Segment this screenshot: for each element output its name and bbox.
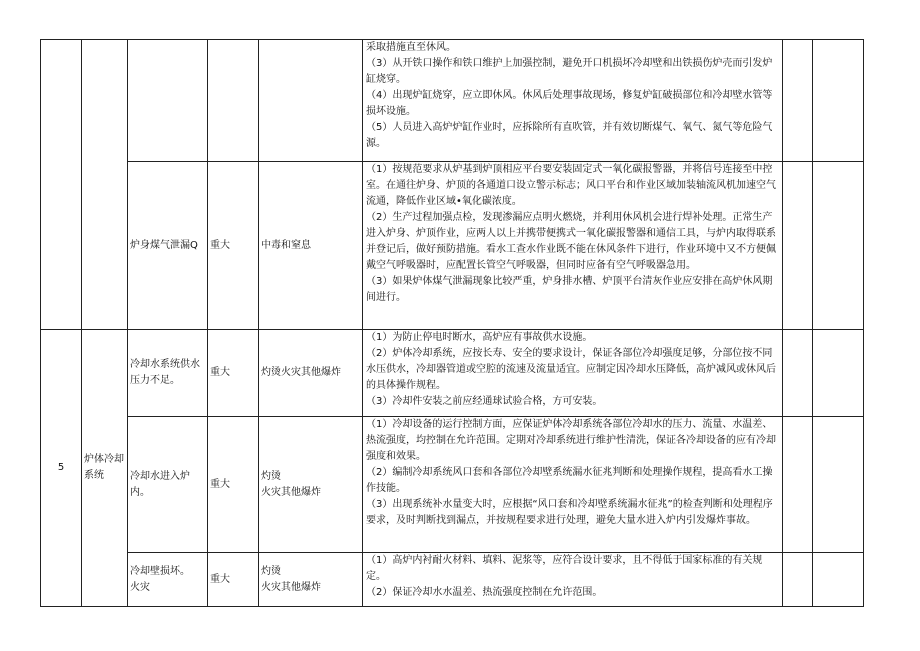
measure-line: （2）保证冷却水水温差、热流强度控制在允许范围。 [366,587,603,598]
cell-measures [363,40,783,162]
cell-hazard: 冷却水系统供水压力不足。 [128,330,208,417]
cell-system: 炉体冷却系统 [82,330,128,607]
cell-hazard: 炉身煤气泄漏Q [128,162,208,330]
measure-line: （1）高炉内衬耐火材料、填料、泥浆等，应符合设计要求，且不得低于国家标准的有关规定。 [366,555,763,582]
cell-consequence: 灼烫火灾其他爆炸 [259,330,363,417]
table-row [41,162,864,330]
table-row [41,417,864,553]
hazard-table [40,39,864,607]
measure-line: （1）按规范要求从炉基到炉顶相应平台要安装固定式一氧化碳报警器，并将信号连接至中控室。在通往炉身、炉顶的各通道口设立警示标志；风口平台和作业区域加装轴流风机加速空气流通，降低作业区域•氧化碳浓度。 [366,164,776,207]
cell-extra-b [813,553,864,607]
table-row [41,553,864,607]
cell-level: 重大 [208,417,259,553]
table-row [41,40,864,162]
cell-measures [363,330,783,417]
consequence-line: 火灾其他爆炸 [261,581,321,593]
cell-extra-b [813,162,864,330]
cell-measures [363,162,783,330]
consequence-line: 火灾其他爆炸 [261,486,321,498]
cell-consequence [259,553,363,607]
measure-line: （1）冷却设备的运行控制方面，应保证炉体冷却系统各部位冷却水的压力、流量、水温差、热流强度，均控制在允许范围。定期对冷却系统进行维护性清洗，保证各冷却设备的应有冷却强度和效果。 [366,419,776,462]
cell-extra-a [783,553,813,607]
cell-hazard: 冷却水进入炉内。 [128,417,208,553]
cell-extra-b [813,417,864,553]
cell-hazard [128,553,208,607]
measure-line: 采取措施直至休风。 [366,42,456,53]
measure-line: （2）编制冷却系统风口套和各部位冷却壁系统漏水征兆判断和处理操作规程，提高看水工操作技能。 [366,467,773,494]
measure-line: （4）出现炉缸烧穿，应立即休风。休风后处理事故现场，修复炉缸破损部位和冷却壁水管等损坏设施。 [366,90,773,117]
cell-extra-a [783,40,813,162]
hazard-line: 冷却壁损坏。 [130,565,190,577]
hazard-line: 火灾 [130,581,150,593]
cell-measures [363,417,783,553]
cell-extra-b [813,40,864,162]
measure-line: （3）如果炉体煤气泄漏现象比较严重，炉身排水槽、炉顶平台清灰作业应安排在高炉休风期间进行。 [366,276,773,303]
measure-line: （5）人员进入高炉炉缸作业时，应拆除所有直吹管，并有效切断煤气、氧气、氮气等危险气源。 [366,122,773,149]
measure-line: （2）生产过程加强点检，发现渗漏应点明火燃烧，并利用休风机会进行焊补处理。正常生产进入炉身、炉顶作业，应两人以上并携带便携式一氧化碳报警器和通信工具，与炉内取得联系并登记后，做好预防措施。看水工查水作业既不能在休风条件下进行，作业环境中又不方便佩戴空气呼吸器时，应配置长管空气呼吸器，但同时应备有空气呼吸器急用。 [366,212,776,271]
cell-hazard [128,40,208,162]
measure-line: （3）冷却件安装之前应经通球试验合格，方可安装。 [366,396,603,407]
cell-measures [363,553,783,607]
cell-consequence [259,417,363,553]
cell-no [41,40,82,330]
cell-system [82,40,128,330]
cell-level: 重大 [208,553,259,607]
cell-extra-a [783,417,813,553]
cell-level [208,40,259,162]
cell-level: 重大 [208,330,259,417]
measure-line: （2）炉体冷却系统，应按长寿、安全的要求设计，保证各部位冷却强度足够，分部位按不同水压供水，冷却器管道或空腔的流速及流量适宜。应制定因冷却水压降低，高炉减风或休风后的具体操作规程。 [366,348,776,391]
measure-line: （1）为防止停电时断水，高炉应有事故供水设施。 [366,332,593,343]
cell-level: 重大 [208,162,259,330]
measure-line: （3）出现系统补水量变大时，应根据“风口套和冷却壁系统漏水征兆”的检查判断和处理程序要求，及时判断找到漏点，并按规程要求进行处理，避免大量水进入炉内引发爆炸事故。 [366,499,773,526]
cell-extra-b [813,330,864,417]
cell-extra-a [783,162,813,330]
cell-no: 5 [41,330,82,607]
consequence-line: 灼烫 [261,565,281,577]
cell-extra-a [783,330,813,417]
cell-consequence [259,40,363,162]
cell-consequence: 中毒和窒息 [259,162,363,330]
consequence-line: 灼烫 [261,470,281,482]
table-row [41,330,864,417]
measure-line: （3）从开铁口操作和铁口维护上加强控制，避免开口机损坏冷却壁和出铁损伤炉壳而引发炉缸烧穿。 [366,58,773,85]
